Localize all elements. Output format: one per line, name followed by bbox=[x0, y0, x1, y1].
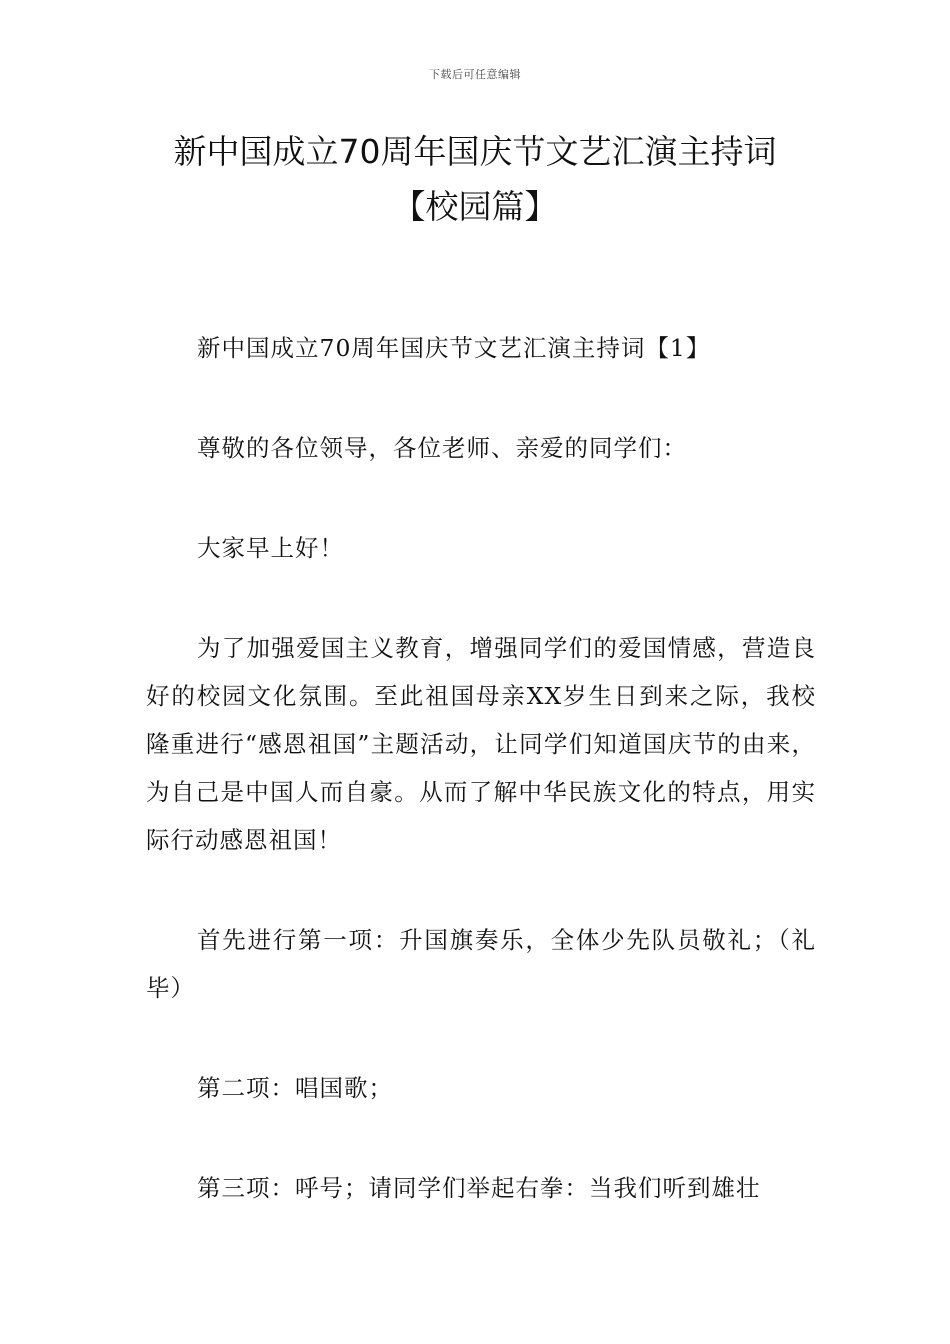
document-title bbox=[0, 124, 950, 234]
paragraph-item-one: 首先进行第一项：升国旗奏乐，全体少先队员敬礼；（礼毕） bbox=[146, 926, 816, 1002]
paragraph-item-three: 第三项：呼号；请同学们举起右拳：当我们听到雄壮 bbox=[197, 1174, 761, 1202]
paragraph-good-morning: 大家早上好！ bbox=[197, 534, 344, 562]
paragraph-subtitle: 新中国成立70周年国庆节文艺汇演主持词【1】 bbox=[197, 334, 711, 362]
paragraph-greeting: 尊敬的各位领导，各位老师、亲爱的同学们： bbox=[197, 434, 687, 462]
header-note: 下载后可任意编辑 bbox=[429, 68, 521, 81]
document-body bbox=[146, 324, 816, 1264]
title-line-1: 新中国成立70周年国庆节文艺汇演主持词 bbox=[173, 132, 777, 171]
paragraph-introduction: 为了加强爱国主义教育，增强同学们的爱国情感，营造良好的校园文化氛围。至此祖国母亲XX岁生日到来之际，我校隆重进行“感恩祖国”主题活动，让同学们知道国庆节的由来，为自己是中国人而自豪。从而了解中华民族文化的特点，用实际行动感恩祖国！ bbox=[146, 634, 816, 854]
title-line-2: 【校园篇】 bbox=[392, 187, 558, 226]
paragraph-item-two: 第二项：唱国歌； bbox=[197, 1074, 393, 1102]
